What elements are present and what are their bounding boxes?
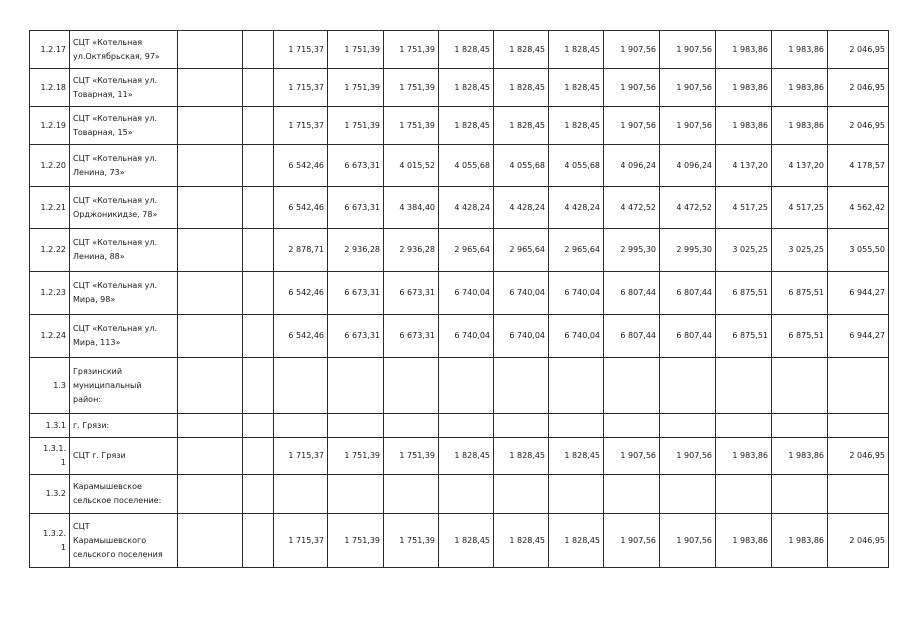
empty-cell [243,315,274,358]
row-name [70,69,178,107]
row-name-line: СЦТ «Котельная ул. [73,113,157,123]
value-cell [328,414,384,438]
value-cell: 6 807,44 [604,315,660,358]
value-cell: 1 715,37 [274,514,328,568]
value-cell: 6 673,31 [384,272,439,315]
value-cell: 4 015,52 [384,145,439,187]
row-code: 1.2.24 [30,315,70,358]
row-name-line: СЦТ «Котельная ул. [73,75,157,85]
value-cell: 1 983,86 [716,514,772,568]
value-cell: 1 751,39 [328,107,384,145]
value-cell [716,475,772,514]
value-cell: 1 907,56 [604,107,660,145]
value-cell: 6 673,31 [328,145,384,187]
value-cell: 1 751,39 [328,69,384,107]
value-cell: 4 472,52 [604,187,660,229]
row-name-line: Орджоникидзе, 78» [73,209,158,219]
value-cell: 6 542,46 [274,187,328,229]
row-name-line: СЦТ «Котельная [73,37,143,47]
value-cell: 2 965,64 [494,229,549,272]
empty-cell [178,107,243,145]
empty-cell [178,145,243,187]
table-row [30,272,889,315]
value-cell: 4 137,20 [772,145,828,187]
empty-cell [243,69,274,107]
value-cell: 3 025,25 [772,229,828,272]
value-cell: 1 751,39 [384,69,439,107]
value-cell: 4 055,68 [439,145,494,187]
value-cell: 6 875,51 [772,272,828,315]
value-cell [604,414,660,438]
value-cell [604,475,660,514]
table-row [30,414,889,438]
row-name-line: ул.Октябрьская, 97» [73,51,160,61]
row-name-line: СЦТ «Котельная ул. [73,238,157,247]
row-name-line: СЦТ «Котельная ул. [73,153,157,163]
table-row [30,107,889,145]
row-name-line: Товарная, 11» [73,89,133,99]
value-cell: 2 046,95 [828,69,889,107]
row-code: 1.2.19 [30,107,70,145]
value-cell: 1 828,45 [549,69,604,107]
empty-cell [243,514,274,568]
row-name [70,315,178,358]
value-cell [384,475,439,514]
value-cell: 1 828,45 [549,514,604,568]
value-cell: 1 983,86 [772,31,828,69]
value-cell: 4 137,20 [716,145,772,187]
value-cell [660,475,716,514]
value-cell: 1 983,86 [772,107,828,145]
value-cell: 6 944,27 [828,272,889,315]
value-cell: 1 828,45 [439,31,494,69]
value-cell: 4 517,25 [716,187,772,229]
value-cell: 6 542,46 [274,315,328,358]
empty-cell [243,272,274,315]
row-code: 1.2.23 [30,272,70,315]
value-cell: 1 907,56 [660,438,716,475]
value-cell [828,358,889,414]
value-cell [660,358,716,414]
value-cell: 6 875,51 [772,315,828,358]
row-name-line: муниципальный [73,380,142,390]
row-code: 1.3.2 [30,475,70,514]
value-cell: 6 944,27 [828,315,889,358]
value-cell [660,414,716,438]
value-cell: 1 715,37 [274,107,328,145]
table-row [30,438,889,475]
tariff-table [29,30,889,568]
value-cell: 1 828,45 [549,107,604,145]
value-cell: 1 907,56 [604,69,660,107]
row-name [70,272,178,315]
empty-cell [178,414,243,438]
table-row [30,145,889,187]
row-name-line: Ленина, 88» [73,252,125,261]
table-row [30,229,889,272]
row-code: 1.3.1 [30,414,70,438]
row-name [70,107,178,145]
value-cell [274,414,328,438]
value-cell: 1 983,86 [716,31,772,69]
empty-cell [243,187,274,229]
value-cell: 2 936,28 [384,229,439,272]
row-name-line: СЦТ «Котельная ул. [73,195,157,205]
row-code: 1.2.18 [30,69,70,107]
row-name-line: СЦТ [73,521,90,531]
empty-cell [243,107,274,145]
value-cell: 1 828,45 [549,31,604,69]
row-code [30,514,70,568]
table-body [30,31,889,568]
row-name-line: Грязинский [73,366,123,376]
row-name-line: сельского поселения [73,549,163,559]
value-cell: 6 807,44 [660,272,716,315]
value-cell: 4 055,68 [494,145,549,187]
empty-cell [178,438,243,475]
value-cell [439,358,494,414]
value-cell: 1 907,56 [604,438,660,475]
empty-cell [243,229,274,272]
value-cell [772,414,828,438]
value-cell [328,358,384,414]
table-row [30,514,889,568]
value-cell: 1 983,86 [716,438,772,475]
row-name [70,414,178,438]
value-cell: 1 907,56 [660,69,716,107]
value-cell: 6 740,04 [439,272,494,315]
empty-cell [243,475,274,514]
value-cell: 1 751,39 [384,31,439,69]
empty-cell [178,315,243,358]
value-cell: 1 751,39 [328,31,384,69]
value-cell: 1 983,86 [772,438,828,475]
value-cell: 1 828,45 [439,69,494,107]
empty-cell [178,272,243,315]
value-cell: 1 828,45 [439,438,494,475]
value-cell: 4 384,40 [384,187,439,229]
value-cell [494,475,549,514]
empty-cell [178,475,243,514]
row-name-line: Карамышевского [73,535,147,545]
value-cell [439,414,494,438]
value-cell: 1 715,37 [274,69,328,107]
value-cell: 1 828,45 [549,438,604,475]
value-cell: 1 828,45 [494,514,549,568]
row-name [70,438,178,475]
row-name [70,514,178,568]
value-cell: 1 907,56 [660,107,716,145]
value-cell: 1 751,39 [384,107,439,145]
value-cell: 4 178,57 [828,145,889,187]
value-cell: 1 828,45 [494,31,549,69]
value-cell: 1 715,37 [274,438,328,475]
row-code-line: 1.3.2. [43,528,66,538]
value-cell: 1 828,45 [439,107,494,145]
value-cell [828,414,889,438]
value-cell: 6 875,51 [716,272,772,315]
row-code: 1.2.20 [30,145,70,187]
empty-cell [178,69,243,107]
table-row [30,31,889,69]
value-cell: 1 828,45 [494,438,549,475]
value-cell [604,358,660,414]
value-cell: 6 875,51 [716,315,772,358]
value-cell: 6 807,44 [604,272,660,315]
value-cell: 2 995,30 [660,229,716,272]
row-name-line: Мира, 98» [73,295,116,304]
row-name-line: район: [73,394,101,404]
row-name [70,145,178,187]
row-code: 1.2.22 [30,229,70,272]
value-cell: 2 965,64 [549,229,604,272]
value-cell: 1 828,45 [494,107,549,145]
row-code: 1.2.21 [30,187,70,229]
row-name-line: г. Грязи: [73,420,110,430]
value-cell: 4 472,52 [660,187,716,229]
tariff-table-sheet [29,30,889,568]
row-name [70,187,178,229]
value-cell: 3 055,50 [828,229,889,272]
value-cell: 1 751,39 [328,514,384,568]
value-cell: 6 740,04 [494,315,549,358]
value-cell: 1 751,39 [328,438,384,475]
value-cell: 1 828,45 [494,69,549,107]
value-cell [494,414,549,438]
value-cell: 1 828,45 [439,514,494,568]
row-name [70,229,178,272]
value-cell: 1 983,86 [716,107,772,145]
value-cell: 6 673,31 [328,272,384,315]
row-name-line: СЦТ «Котельная ул. [73,281,157,290]
empty-cell [178,31,243,69]
value-cell: 6 542,46 [274,145,328,187]
empty-cell [178,187,243,229]
value-cell: 4 428,24 [494,187,549,229]
row-name-line: Ленина, 73» [73,167,125,177]
value-cell: 1 907,56 [604,31,660,69]
empty-cell [243,358,274,414]
row-code: 1.3 [30,358,70,414]
value-cell: 1 983,86 [772,514,828,568]
value-cell [439,475,494,514]
value-cell: 4 055,68 [549,145,604,187]
value-cell: 1 751,39 [384,514,439,568]
row-name-line: СЦТ г. Грязи [73,451,126,460]
value-cell [494,358,549,414]
value-cell [772,475,828,514]
row-name-line: СЦТ «Котельная ул. [73,324,157,333]
value-cell [828,475,889,514]
value-cell: 4 562,42 [828,187,889,229]
empty-cell [178,514,243,568]
value-cell [549,358,604,414]
value-cell [716,358,772,414]
value-cell: 2 046,95 [828,514,889,568]
row-code-line: 1 [60,458,66,467]
value-cell: 2 995,30 [604,229,660,272]
value-cell: 6 740,04 [549,315,604,358]
value-cell: 6 740,04 [549,272,604,315]
value-cell: 1 983,86 [716,69,772,107]
value-cell [328,475,384,514]
value-cell [274,475,328,514]
value-cell: 4 517,25 [772,187,828,229]
value-cell [549,414,604,438]
value-cell: 2 046,95 [828,107,889,145]
row-name-line: Товарная, 15» [73,127,133,137]
row-code: 1.2.17 [30,31,70,69]
row-name [70,475,178,514]
row-code [30,438,70,475]
value-cell: 6 807,44 [660,315,716,358]
value-cell: 1 907,56 [660,514,716,568]
empty-cell [243,145,274,187]
row-name-line: Мира, 113» [73,338,121,347]
value-cell: 6 740,04 [494,272,549,315]
value-cell [384,414,439,438]
value-cell: 2 936,28 [328,229,384,272]
value-cell: 1 907,56 [604,514,660,568]
value-cell [772,358,828,414]
value-cell: 2 878,71 [274,229,328,272]
table-row [30,358,889,414]
value-cell [549,475,604,514]
value-cell: 4 096,24 [660,145,716,187]
table-row [30,315,889,358]
value-cell: 3 025,25 [716,229,772,272]
empty-cell [243,414,274,438]
row-name-line: Карамышевское [73,482,142,491]
value-cell: 4 096,24 [604,145,660,187]
value-cell: 6 673,31 [384,315,439,358]
value-cell: 6 740,04 [439,315,494,358]
row-code-line: 1.3.1. [43,444,66,453]
value-cell: 1 751,39 [384,438,439,475]
value-cell: 4 428,24 [439,187,494,229]
row-code-line: 1 [60,542,66,552]
value-cell: 2 965,64 [439,229,494,272]
value-cell: 1 983,86 [772,69,828,107]
value-cell: 2 046,95 [828,438,889,475]
empty-cell [243,31,274,69]
empty-cell [178,229,243,272]
value-cell [384,358,439,414]
value-cell: 1 715,37 [274,31,328,69]
value-cell [274,358,328,414]
row-name [70,358,178,414]
table-row [30,69,889,107]
row-name [70,31,178,69]
value-cell: 1 907,56 [660,31,716,69]
empty-cell [243,438,274,475]
value-cell: 6 673,31 [328,187,384,229]
value-cell: 2 046,95 [828,31,889,69]
empty-cell [178,358,243,414]
value-cell: 4 428,24 [549,187,604,229]
row-name-line: сельское поселение: [73,496,162,505]
table-row [30,187,889,229]
value-cell [716,414,772,438]
value-cell: 6 673,31 [328,315,384,358]
table-row [30,475,889,514]
value-cell: 6 542,46 [274,272,328,315]
